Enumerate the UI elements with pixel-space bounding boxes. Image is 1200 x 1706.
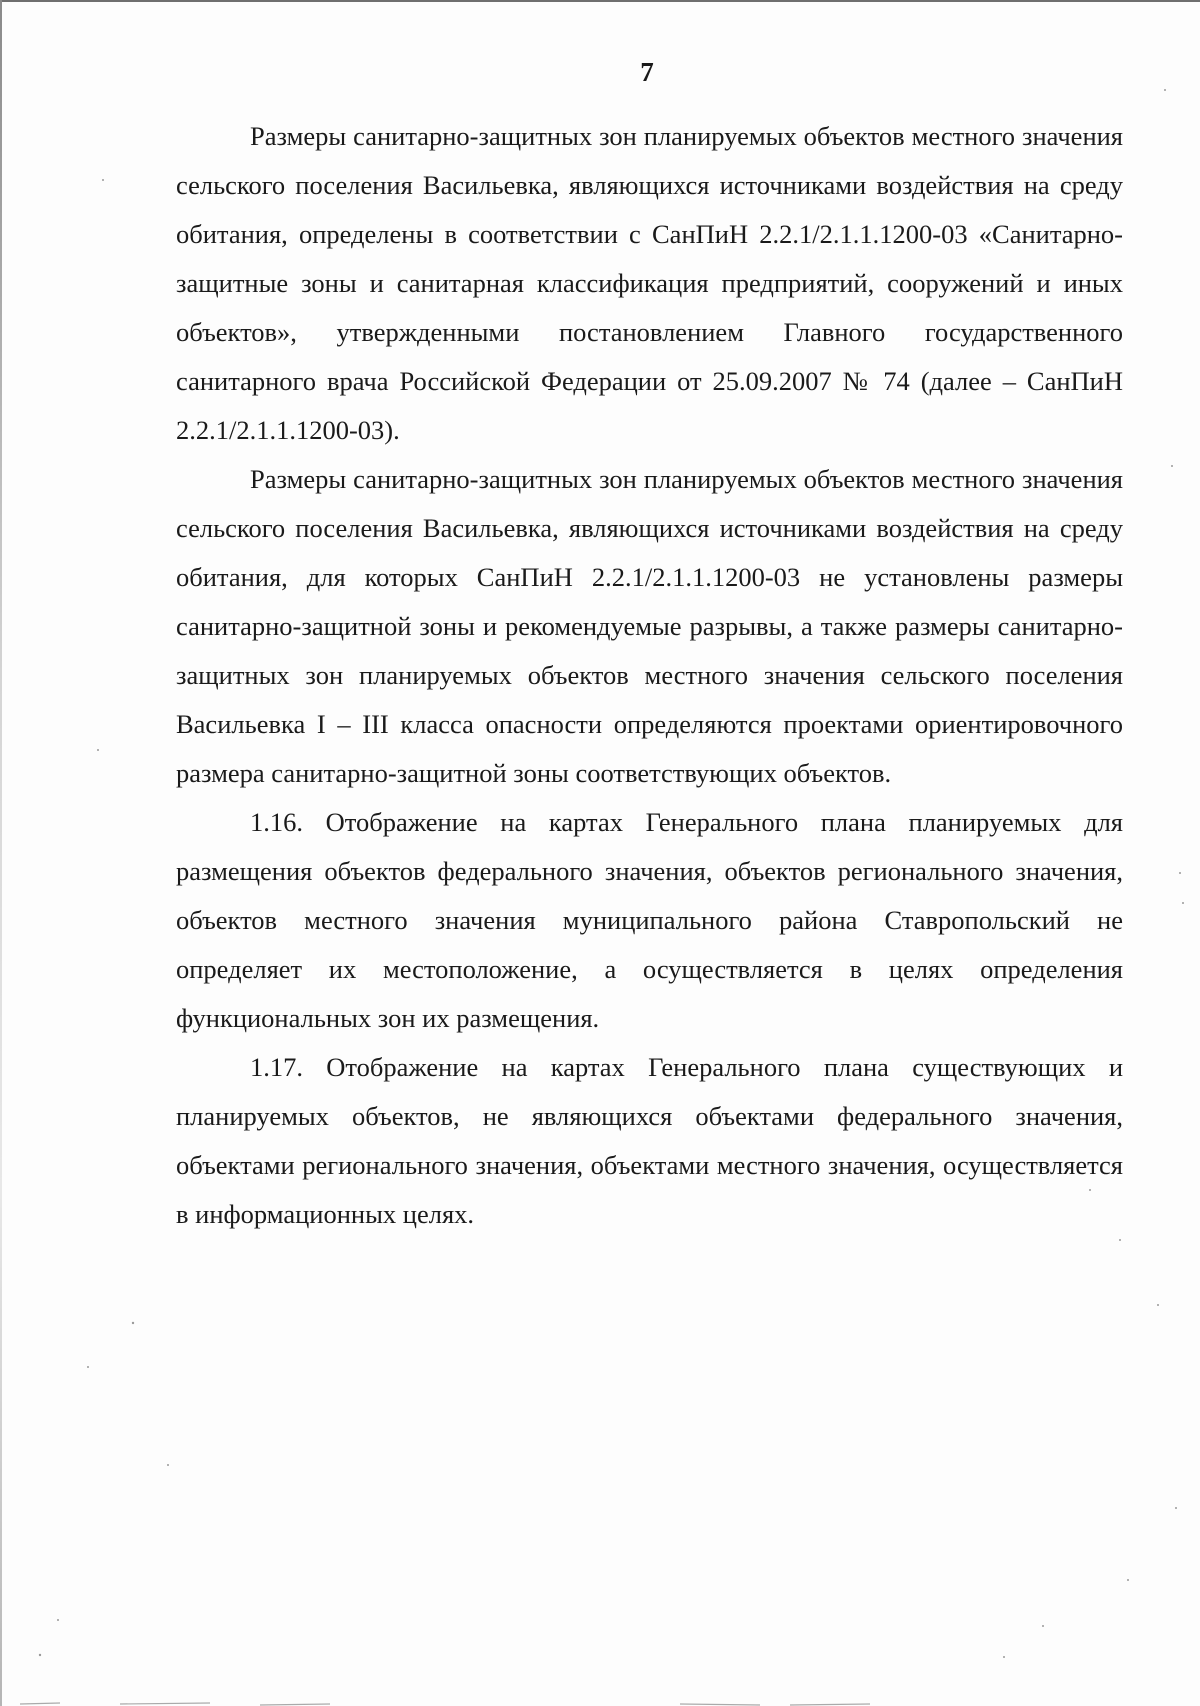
paragraph-sanitary-zones-projects: Размеры санитарно-защитных зон планируемых объектов местного значения сельского поселения Васильевка, являющихся источниками воздействия на среду обитания, для которых СанПиН 2.2.1/2.1.1.1200-03 не установлены размеры санитарно-защитной зоны и рекомендуемые разрывы, а также размеры санитарно-защитных зон планируемых объектов местного значения сельского поселения Васильевка I – III класса опасности определяются проектами ориентировочного размера санитарно-защитной зоны соответствующих объектов. xyxy=(176,464,1123,788)
document-body xyxy=(176,112,1123,1239)
page-number: 7 xyxy=(640,57,654,87)
paragraph-sanitary-zones-sanpin: Размеры санитарно-защитных зон планируемых объектов местного значения сельского поселения Васильевка, являющихся источниками воздействия на среду обитания, определены в соответствии с СанПиН 2.2.1/2.1.1.1200-03 «Санитарно-защитные зоны и санитарная классификация предприятий, сооружений и иных объектов», утвержденными постановлением Главного государственного санитарного врача Российской Федерации от 25.09.2007 № 74 (далее – СанПиН 2.2.1/2.1.1.1200-03). xyxy=(176,121,1123,445)
paragraph-1-16: 1.16. Отображение на картах Генерального плана планируемых для размещения объектов федерального значения, объектов регионального значения, объектов местного значения муниципального района Ставропольский не определяет их местоположение, а осуществляется в целях определения функциональных зон их размещения. xyxy=(176,807,1123,1033)
scan-edge-top xyxy=(0,0,1200,2)
scan-edge-left xyxy=(0,0,2,1706)
paragraph-1-17: 1.17. Отображение на картах Генерального плана существующих и планируемых объектов, не являющихся объектами федерального значения, объектами регионального значения, объектами местного значения, осуществляется в информационных целях. xyxy=(176,1052,1123,1229)
